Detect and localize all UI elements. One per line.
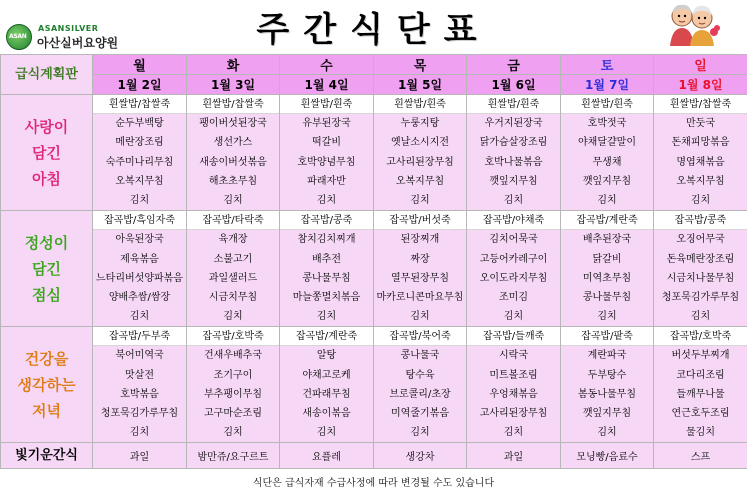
dish-item: 닭가슴살장조림	[479, 137, 548, 149]
dish-item: 김치	[410, 194, 430, 206]
dish-item: 숙주미나리무침	[105, 156, 174, 168]
dish-item: 아욱된장국	[115, 234, 164, 246]
snack-label: 빛기운간식	[1, 443, 93, 469]
dish-item: 우엉채볶음	[489, 388, 538, 400]
dish-item: 오복지무침	[676, 175, 725, 187]
dish-item: 만둣국	[686, 118, 715, 130]
elderly-couple-icon	[664, 2, 720, 48]
date-header: 1월 4일	[280, 75, 374, 95]
day-header: 화	[187, 55, 280, 75]
dinner-menu-cell	[280, 327, 374, 443]
lunch-label: 정성이 담긴 점심	[1, 211, 93, 327]
dish-item: 봄동나물무침	[578, 388, 636, 400]
lunch-menu-cell	[93, 211, 187, 327]
dish-item: 고등어카레구이	[479, 253, 548, 265]
rice-porridge-item: 잡곡밥/들깨죽	[467, 327, 560, 346]
rice-porridge-item: 흰쌀밥/흰죽	[467, 95, 560, 114]
day-header: 목	[374, 55, 467, 75]
dish-item: 마카로니콘마요무침	[376, 291, 464, 303]
breakfast-menu-cell	[280, 95, 374, 211]
dish-item: 김치	[503, 194, 524, 206]
dish-item: 고사리된장무침	[386, 156, 454, 168]
rice-porridge-item: 잡곡밥/야채죽	[467, 211, 560, 230]
dish-item: 오복지무침	[115, 175, 164, 187]
dish-item: 청포묵김가루무침	[100, 408, 179, 419]
dish-item: 김치	[223, 311, 243, 323]
dish-item: 육개장	[218, 234, 248, 246]
dish-item: 김치	[316, 427, 337, 439]
snack-cell: 밤만쥬/요구르트	[187, 443, 280, 469]
dish-item: 김치	[410, 311, 430, 323]
date-header: 1월 5일	[374, 75, 467, 95]
rice-porridge-item: 흰쌀밥/찹쌀죽	[93, 95, 186, 114]
breakfast-menu-cell	[561, 95, 654, 211]
dish-item: 생선가스	[213, 137, 253, 149]
dish-item: 야채고로케	[302, 369, 351, 381]
date-header: 1월 8일	[654, 75, 747, 95]
dish-item: 소불고기	[213, 253, 253, 265]
dish-item: 브로콜리/초장	[389, 388, 451, 400]
breakfast-menu-cell	[187, 95, 280, 211]
breakfast-menu-cell	[93, 95, 187, 211]
dish-item: 김치	[503, 311, 524, 323]
dish-item: 배추전	[312, 253, 341, 265]
brand-name: 아산실버요양원	[37, 36, 119, 50]
dish-item: 돈육메란장조림	[666, 253, 735, 265]
date-header: 1월 2일	[93, 75, 187, 95]
rice-porridge-item: 잡곡밥/두부죽	[93, 327, 186, 346]
day-header: 수	[280, 55, 374, 75]
breakfast-menu-cell	[467, 95, 561, 211]
day-header: 토	[561, 55, 654, 75]
rice-porridge-item: 잡곡밥/버섯죽	[374, 211, 466, 230]
dish-item: 두부탕수	[587, 369, 627, 381]
dish-item: 김치	[129, 311, 150, 323]
dinner-menu-cell	[187, 327, 280, 443]
dinner-menu-cell	[467, 327, 561, 443]
brand-subtitle: ASANSILVER	[38, 24, 99, 33]
dish-item: 김치어묵국	[489, 234, 538, 246]
rice-porridge-item: 잡곡밥/호박죽	[654, 327, 747, 346]
dish-item: 시금치나물무침	[666, 272, 735, 284]
dish-item: 북어미역국	[115, 350, 164, 362]
dish-item: 김치	[223, 427, 243, 439]
dish-item: 순두부백탕	[115, 118, 164, 130]
lunch-menu-cell	[654, 211, 747, 327]
date-header: 1월 7일	[561, 75, 654, 95]
rice-porridge-item: 잡곡밥/타락죽	[187, 211, 279, 230]
dish-item: 된장찌개	[400, 234, 440, 246]
dish-item: 알탕	[316, 350, 337, 362]
dish-item: 물김치	[686, 427, 715, 439]
breakfast-menu-cell	[374, 95, 467, 211]
dish-item: 과일샐러드	[208, 272, 258, 284]
snack-cell: 과일	[467, 443, 561, 469]
dish-item: 깻잎지무침	[582, 175, 632, 187]
rice-porridge-item: 잡곡밥/계란죽	[280, 327, 373, 346]
dish-item: 시락국	[499, 350, 528, 362]
dish-item: 참치김치찌개	[297, 234, 356, 246]
rice-porridge-item: 흰쌀밥/흰죽	[280, 95, 373, 114]
dish-item: 느타리버섯양파볶음	[96, 272, 183, 284]
rice-porridge-item: 잡곡밥/팥죽	[561, 327, 653, 346]
dish-item: 김치	[597, 194, 617, 206]
lunch-menu-cell	[187, 211, 280, 327]
dish-item: 시금치무침	[208, 291, 258, 303]
day-header: 월	[93, 55, 187, 75]
dinner-menu-cell	[654, 327, 747, 443]
dish-item: 호박젓국	[587, 118, 627, 130]
dish-item: 깻잎지무침	[582, 408, 632, 419]
dish-item: 호박볶음	[120, 388, 159, 400]
dish-item: 콩나물국	[400, 350, 440, 362]
rice-porridge-item: 흰쌀밥/찹쌀죽	[187, 95, 279, 114]
dish-item: 깻잎지무침	[489, 175, 538, 187]
date-header: 1월 6일	[467, 75, 561, 95]
dish-item: 양배추쌈/쌈장	[108, 291, 171, 303]
rice-porridge-item: 잡곡밥/콩죽	[280, 211, 373, 230]
rice-porridge-item: 잡곡밥/계란죽	[561, 211, 653, 230]
snack-cell: 모닝빵/음료수	[561, 443, 654, 469]
snack-cell: 생강차	[374, 443, 467, 469]
dish-item: 코다리조림	[676, 369, 725, 381]
dish-item: 건파래무침	[302, 388, 351, 400]
rice-porridge-item: 잡곡밥/흑임자죽	[93, 211, 186, 230]
rice-porridge-item: 흰쌀밥/흰죽	[561, 95, 653, 114]
dish-item: 메란장조림	[115, 137, 164, 149]
dish-item: 맛살전	[125, 369, 154, 381]
dish-item: 누룽지탕	[400, 118, 440, 130]
rice-porridge-item: 잡곡밥/호박죽	[187, 327, 279, 346]
dish-item: 옛날소시지전	[391, 137, 449, 149]
rice-porridge-item: 잡곡밥/콩죽	[654, 211, 747, 230]
breakfast-menu-cell	[654, 95, 747, 211]
page-title: 주간식단표	[256, 10, 491, 50]
dish-item: 배추된장국	[582, 234, 632, 246]
dish-item: 새송이볶음	[302, 408, 351, 419]
breakfast-label: 사랑이 담긴 아침	[1, 95, 93, 211]
dish-item: 파래자반	[307, 175, 346, 187]
dish-item: 새송이버섯볶음	[199, 156, 267, 168]
dish-item: 김치	[316, 311, 337, 323]
menu-header-label: 급식계획판	[1, 55, 93, 95]
lunch-menu-cell	[374, 211, 467, 327]
dish-item: 김치	[129, 194, 150, 206]
rice-porridge-item: 흰쌀밥/찹쌀죽	[654, 95, 747, 114]
lunch-menu-cell	[280, 211, 374, 327]
dish-item: 김치	[690, 311, 711, 323]
lunch-menu-cell	[561, 211, 654, 327]
dish-item: 김치	[316, 194, 337, 206]
dish-item: 청포묵김가루무침	[661, 291, 740, 303]
dish-item: 조미김	[499, 291, 528, 303]
dish-item: 부추팽이무침	[204, 388, 262, 400]
snack-cell: 요플레	[280, 443, 374, 469]
dish-item: 김치	[410, 427, 430, 439]
lunch-menu-cell	[467, 211, 561, 327]
dish-item: 야채달걀말이	[578, 137, 636, 149]
dish-item: 김치	[503, 427, 524, 439]
dish-item: 김치	[690, 194, 711, 206]
dish-item: 김치	[223, 194, 243, 206]
dish-item: 콩나물무침	[302, 272, 351, 284]
rice-porridge-item: 잡곡밥/북어죽	[374, 327, 466, 346]
dish-item: 무생채	[592, 156, 622, 168]
dinner-menu-cell	[561, 327, 654, 443]
dish-item: 김치	[597, 311, 617, 323]
dish-item: 연근호두조림	[671, 408, 730, 419]
dish-item: 고사리된장무침	[479, 408, 548, 419]
dish-item: 오징어무국	[676, 234, 725, 246]
dish-item: 팽이버섯된장국	[199, 118, 267, 130]
day-header: 금	[467, 55, 561, 75]
dish-item: 돈채피망볶음	[671, 137, 730, 149]
dish-item: 떡갈비	[312, 137, 341, 149]
dish-item: 유부된장국	[302, 118, 351, 130]
snack-cell: 과일	[93, 443, 187, 469]
dish-item: 건새우배추국	[204, 350, 262, 362]
weekly-menu-table	[0, 54, 747, 469]
dish-item: 고구마순조림	[204, 408, 262, 419]
dish-item: 호박나물볶음	[484, 156, 543, 168]
dinner-menu-cell	[93, 327, 187, 443]
dish-item: 명엽채볶음	[676, 156, 725, 168]
dish-item: 김치	[597, 427, 617, 439]
dish-item: 계란파국	[587, 350, 627, 362]
dish-item: 오이도라지무침	[479, 272, 548, 284]
dinner-menu-cell	[374, 327, 467, 443]
dish-item: 마늘쫑멸치볶음	[292, 291, 361, 303]
dish-item: 조기구이	[213, 369, 253, 381]
dish-item: 해초초무침	[208, 175, 258, 187]
dish-item: 버섯두부찌개	[671, 350, 730, 362]
snack-cell: 스프	[654, 443, 747, 469]
dish-item: 미역초무침	[582, 272, 632, 284]
dish-item: 호박양념무침	[297, 156, 356, 168]
dish-item: 탕수육	[405, 369, 435, 381]
dish-item: 미역줄기볶음	[391, 408, 449, 419]
day-header: 일	[654, 55, 747, 75]
dish-item: 우거지된장국	[484, 118, 543, 130]
dinner-label: 건강을 생각하는 저녁	[1, 327, 93, 443]
dish-item: 짜장	[410, 253, 430, 265]
dish-item: 들깨무나물	[676, 388, 725, 400]
dish-item: 오복지무침	[395, 175, 445, 187]
rice-porridge-item: 흰쌀밥/흰죽	[374, 95, 466, 114]
dish-item: 김치	[129, 427, 150, 439]
menu-change-notice: 식단은 급식자재 수급사정에 따라 변경될 수도 있습니다	[252, 478, 495, 489]
brand-emblem-icon: ASAN	[6, 24, 32, 50]
dish-item: 콩나물무침	[582, 291, 632, 303]
dish-item: 미트볼조림	[489, 369, 538, 381]
dish-item: 닭갈비	[592, 253, 622, 265]
dish-item: 열무된장무침	[391, 272, 449, 284]
dish-item: 제육볶음	[120, 253, 159, 265]
date-header: 1월 3일	[187, 75, 280, 95]
